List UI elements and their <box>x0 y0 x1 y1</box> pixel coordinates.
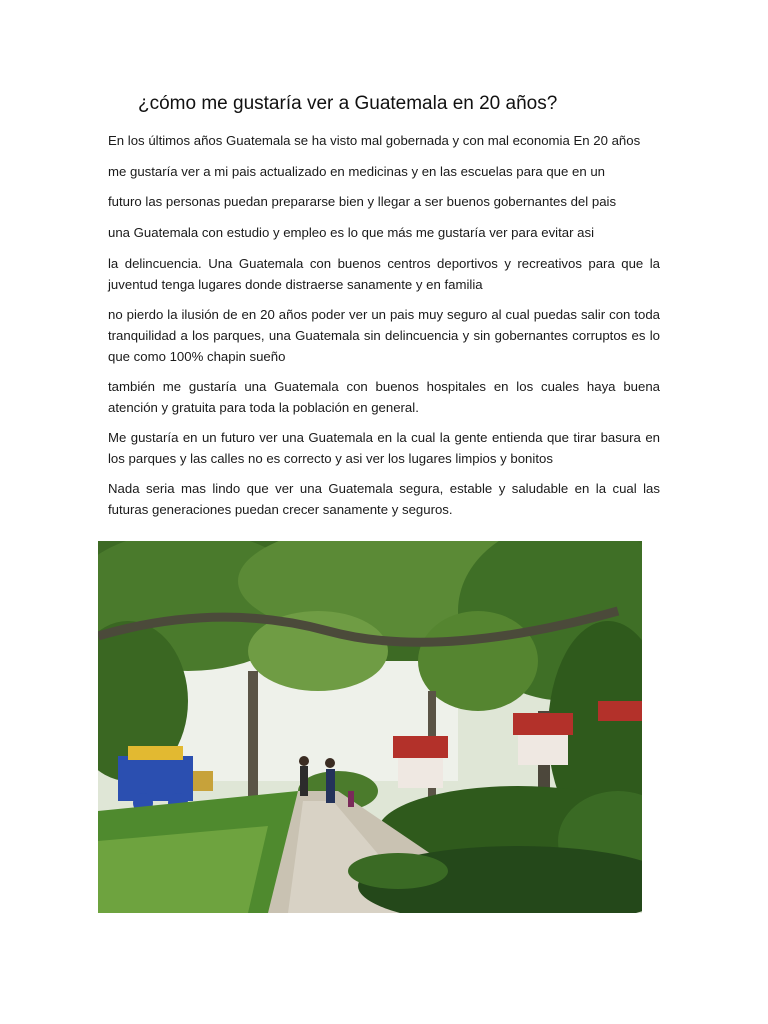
text-line: me gustaría ver a mi pais actualizado en medicinas y en las escuelas para que en un <box>108 164 606 179</box>
paragraph: no pierdo la ilusión de en 20 años poder ver un pais muy seguro al cual puedas salir con toda tranquilidad a los parques, una Guatemala sin delincuencia y sin gobernantes corruptos es lo que como 100% chapin sueño <box>108 307 660 364</box>
park-photo <box>98 541 642 913</box>
text-line: futuro las personas puedan prepararse bien y llegar a ser buenos gobernantes del pais <box>108 194 617 209</box>
document-title: ¿cómo me gustaría ver a Guatemala en 20 años? <box>138 93 558 114</box>
paragraph: Me gustaría en un futuro ver una Guatemala en la cual la gente entienda que tirar basura en los parques y las calles no es correcto y asi ver los lugares limpios y bonitos <box>108 430 660 466</box>
paragraph: Nada seria mas lindo que ver una Guatemala segura, estable y saludable en la cual las futuras generaciones puedan crecer sanamente y seguros. <box>108 481 660 517</box>
paragraph: la delincuencia. Una Guatemala con buenos centros deportivos y recreativos para que la juventud tenga lugares donde distraerse sanamente y en familia <box>108 256 660 292</box>
paragraph: también me gustaría una Guatemala con buenos hospitales en los cuales haya buena atención y gratuita para toda la población en general. <box>108 379 660 415</box>
text-line: En los últimos años Guatemala se ha visto mal gobernada y con mal economia En 20 años <box>108 133 641 148</box>
text-line: una Guatemala con estudio y empleo es lo que más me gustaría ver para evitar asi <box>108 225 594 240</box>
